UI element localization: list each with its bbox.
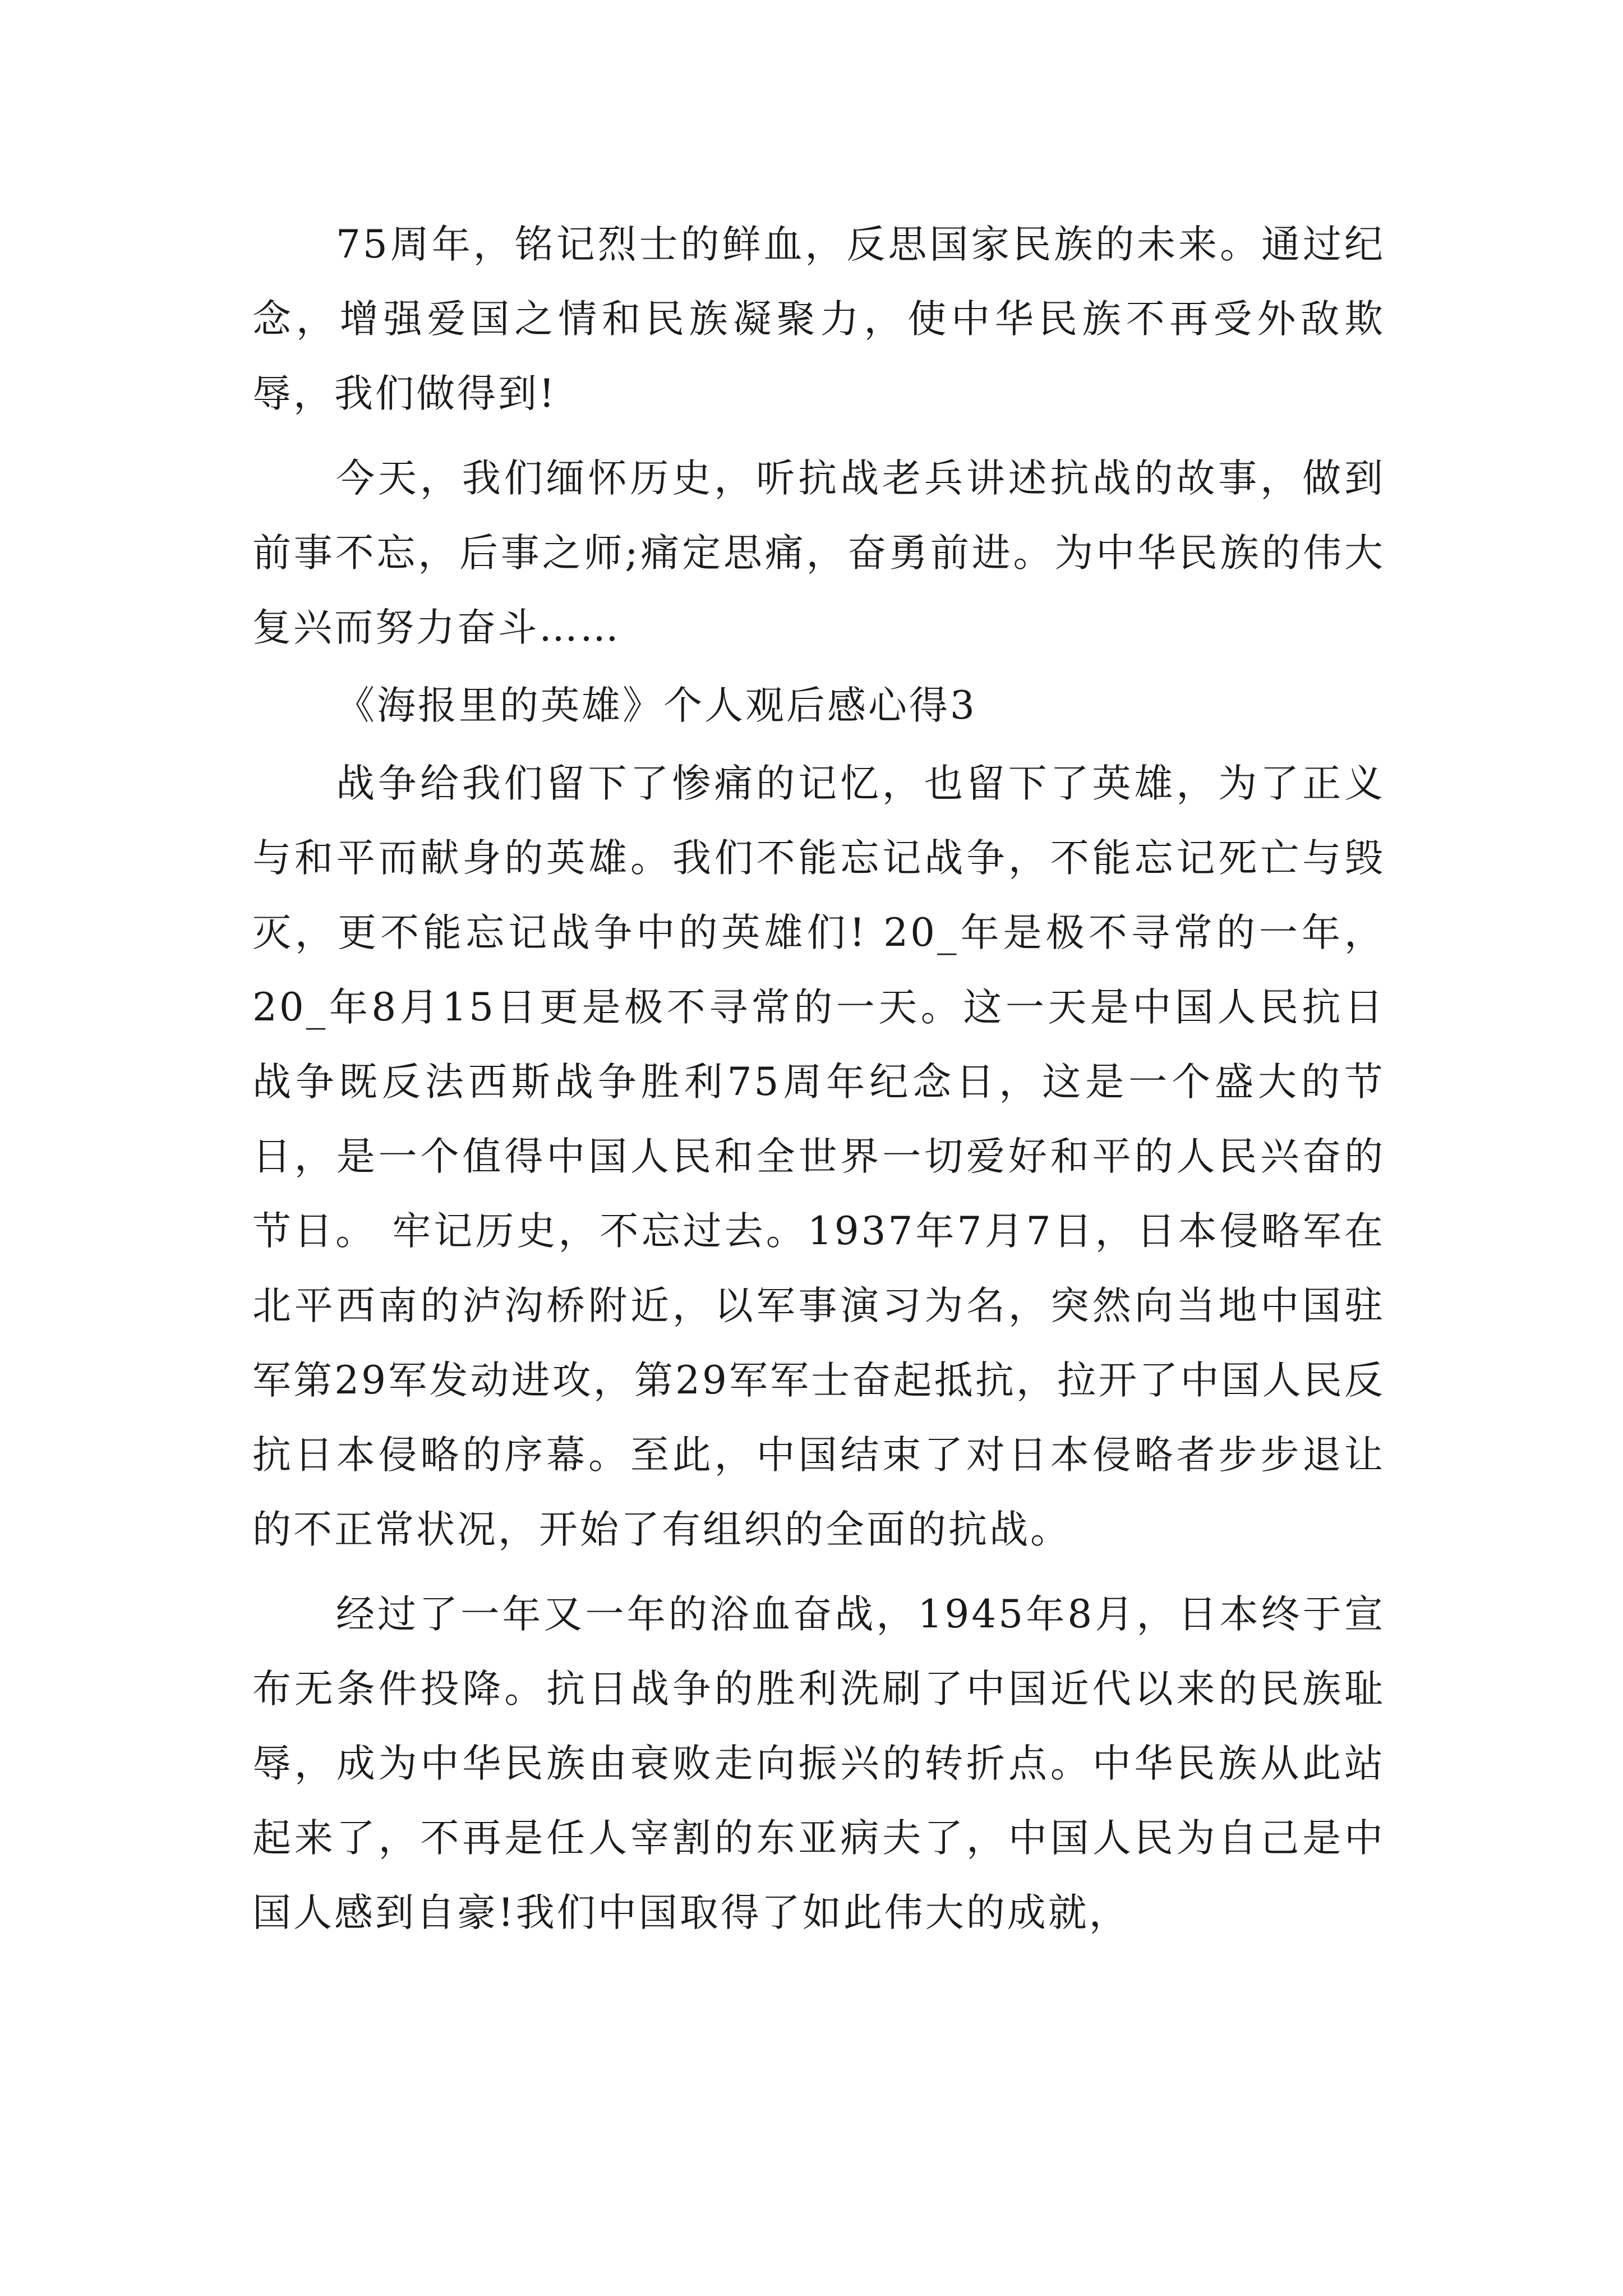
paragraph-victory: 经过了一年又一年的浴血奋战，1945年8月，日本终于宣布无条件投降。抗日战争的胜利洗刷了中国近代以来的民族耻辱，成为中华民族由衰败走向振兴的转折点。中华民族从此站起来了，不再是任人宰割的东亚病夫了，中国人民为自己是中国人感到自豪!我们中国取得了如此伟大的成就，	[252, 1592, 1385, 1935]
document-body	[252, 208, 1385, 1950]
paragraph-remembrance: 今天，我们缅怀历史，听抗战老兵讲述抗战的故事，做到前事不忘，后事之师;痛定思痛，奋勇前进。为中华民族的伟大复兴而努力奋斗……	[252, 456, 1385, 650]
section-heading: 《海报里的英雄》个人观后感心得3	[336, 683, 977, 728]
paragraph-war-memory: 战争给我们留下了惨痛的记忆，也留下了英雄，为了正义与和平而献身的英雄。我们不能忘记战争，不能忘记死亡与毁灭，更不能忘记战争中的英雄们! 20_年是极不寻常的一年，20_年8月15日更是极不寻常的一天。这一天是中国人民抗日战争既反法西斯战争胜利75周年纪念日，这是一个盛大的节日，是一个值得中国人民和全世界一切爱好和平的人民兴奋的节日。 牢记历史，不忘过去。1937年7月7日，日本侵略军在北平西南的泸沟桥附近，以军事演习为名，突然向当地中国驻军第29军发动进攻，第29军军士奋起抵抗，拉开了中国人民反抗日本侵略的序幕。至此，中国结束了对日本侵略者步步退让的不正常状况，开始了有组织的全面的抗战。	[252, 761, 1385, 1552]
paragraph-continuation: 75周年，铭记烈士的鲜血，反思国家民族的未来。通过纪念，增强爱国之情和民族凝聚力，使中华民族不再受外敌欺辱，我们做得到!	[252, 222, 1385, 416]
